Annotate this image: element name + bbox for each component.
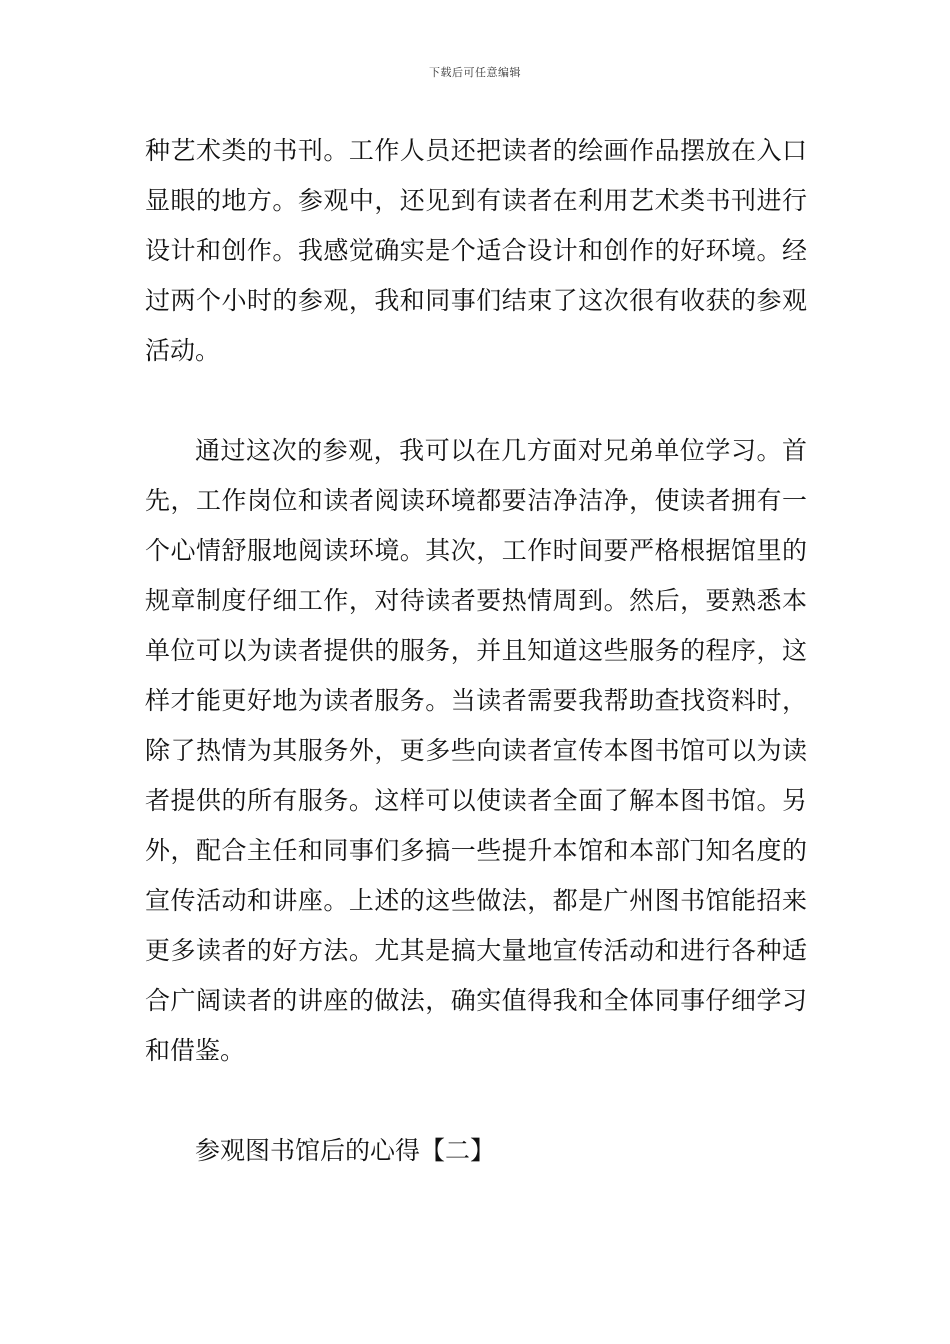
page-header-note: 下载后可任意编辑: [429, 66, 521, 79]
paragraph-study-points: 通过这次的参观，我可以在几方面对兄弟单位学习。首先，工作岗位和读者阅读环境都要洁净洁净，使读者拥有一个心情舒服地阅读环境。其次，工作时间要严格根据馆里的规章制度仔细工作，对待读者要热情周到。然后，要熟悉本单位可以为读者提供的服务，并且知道这些服务的程序，这样才能更好地为读者服务。当读者需要我帮助查找资料时，除了热情为其服务外，更多些向读者宣传本图书馆可以为读者提供的所有服务。这样可以使读者全面了解本图书馆。另外，配合主任和同事们多搞一些提升本馆和本部门知名度的宣传活动和讲座。上述的这些做法，都是广州图书馆能招来更多读者的好方法。尤其是搞大量地宣传活动和进行各种适合广阔读者的讲座的做法，确实值得我和全体同事仔细学习和借鉴。: [145, 436, 807, 1065]
paragraph-spacer: [145, 376, 807, 426]
paragraph-spacer: [145, 1076, 807, 1126]
paragraph-continued: 种艺术类的书刊。工作人员还把读者的绘画作品摆放在入口显眼的地方。参观中，还见到有读者在利用艺术类书刊进行设计和创作。我感觉确实是个适合设计和创作的好环境。经过两个小时的参观，我和同事们结束了这次很有收获的参观活动。: [145, 136, 807, 365]
section-title: 参观图书馆后的心得【二】: [195, 1136, 496, 1165]
document-body: [145, 126, 807, 1176]
